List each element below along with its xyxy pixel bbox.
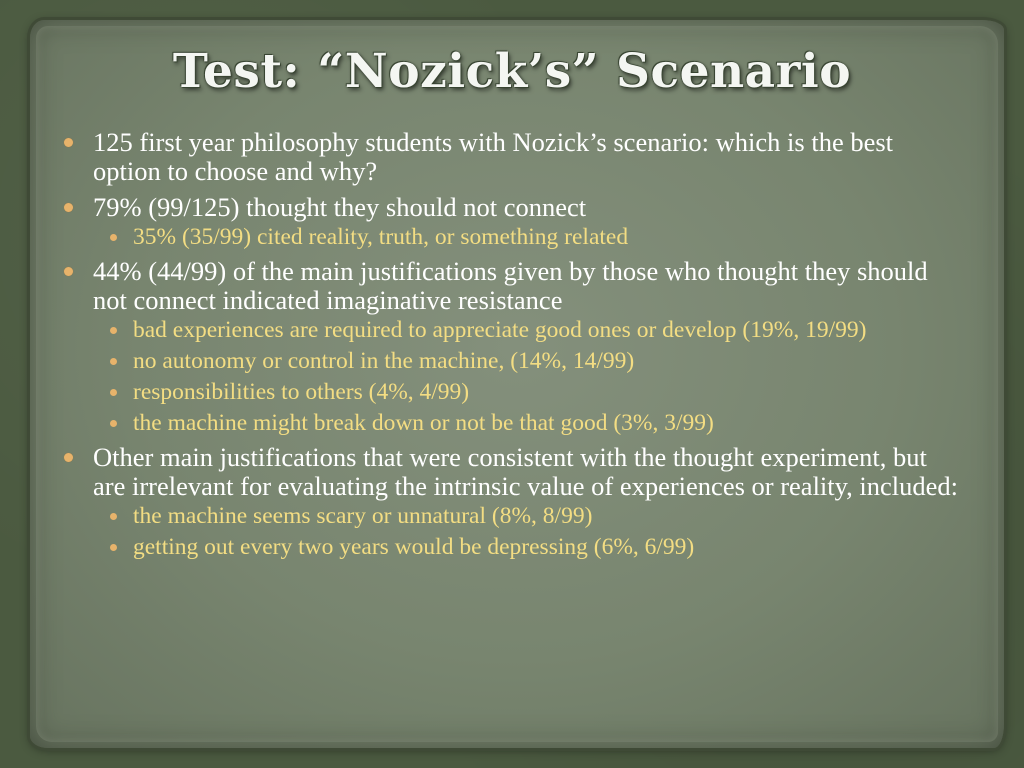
sub-bullet-text: no autonomy or control in the machine, (14%, 14/99)	[133, 348, 635, 374]
bullet-dot-icon	[64, 267, 73, 276]
sub-bullet-dot-icon	[110, 389, 117, 396]
bullet-item	[60, 257, 960, 436]
sub-bullet-item	[93, 317, 960, 343]
bullet-item	[60, 193, 960, 250]
sub-bullet-list	[93, 503, 960, 560]
sub-bullet-item	[93, 379, 960, 405]
slide-content	[60, 128, 960, 567]
sub-bullet-item	[93, 348, 960, 374]
bullet-text: Other main justifications that were consistent with the thought experiment, but are irrelevant for evaluating the intrinsic value of experiences or reality, included:	[93, 442, 959, 501]
sub-bullet-item	[93, 224, 960, 250]
bullet-dot-icon	[64, 453, 73, 462]
sub-bullet-item	[93, 503, 960, 529]
sub-bullet-item	[93, 410, 960, 436]
sub-bullet-list	[93, 317, 960, 436]
bullet-dot-icon	[64, 203, 73, 212]
slide-title: Test: “Nozick’s” Scenario	[172, 44, 852, 99]
sub-bullet-dot-icon	[110, 513, 117, 520]
sub-bullet-dot-icon	[110, 327, 117, 334]
bullet-list	[60, 128, 960, 560]
sub-bullet-list	[93, 224, 960, 250]
bullet-text: 125 first year philosophy students with Nozick’s scenario: which is the best option to choose and why?	[93, 127, 894, 186]
bullet-text: 79% (99/125) thought they should not connect	[93, 192, 587, 222]
bullet-item	[60, 443, 960, 560]
sub-bullet-text: the machine seems scary or unnatural (8%, 8/99)	[133, 503, 593, 529]
bullet-text: 44% (44/99) of the main justifications given by those who thought they should not connect indicated imaginative resistance	[93, 256, 928, 315]
sub-bullet-dot-icon	[110, 420, 117, 427]
bullet-item	[60, 128, 960, 186]
sub-bullet-text: getting out every two years would be depressing (6%, 6/99)	[133, 534, 695, 560]
sub-bullet-text: bad experiences are required to appreciate good ones or develop (19%, 19/99)	[133, 317, 867, 343]
bullet-dot-icon	[64, 138, 73, 147]
sub-bullet-text: responsibilities to others (4%, 4/99)	[133, 379, 470, 405]
sub-bullet-item	[93, 534, 960, 560]
sub-bullet-dot-icon	[110, 234, 117, 241]
sub-bullet-dot-icon	[110, 358, 117, 365]
sub-bullet-text: 35% (35/99) cited reality, truth, or something related	[133, 224, 629, 250]
sub-bullet-text: the machine might break down or not be that good (3%, 3/99)	[133, 410, 714, 436]
sub-bullet-dot-icon	[110, 544, 117, 551]
